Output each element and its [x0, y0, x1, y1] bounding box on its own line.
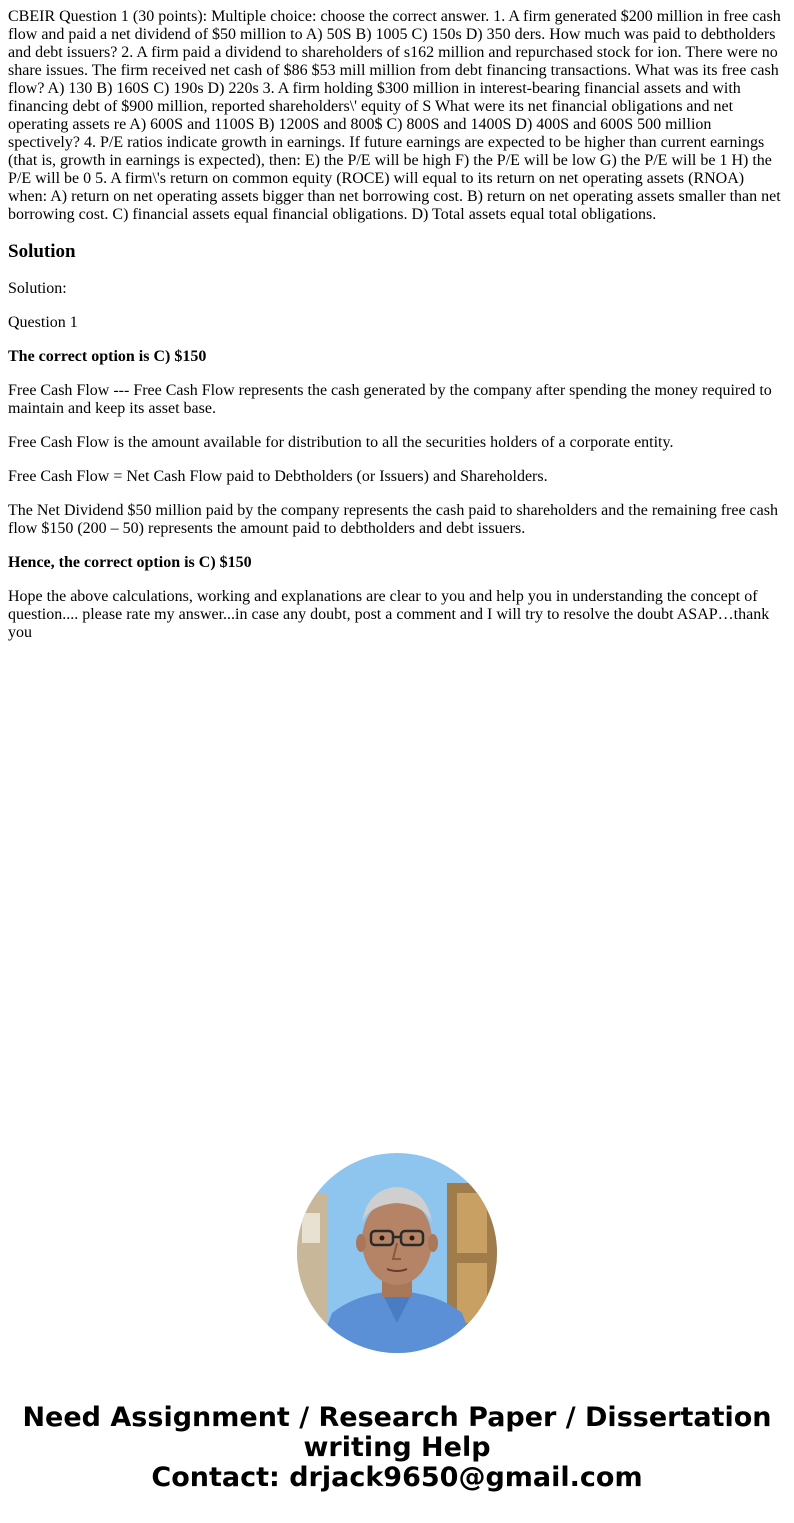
person-portrait-icon — [297, 1153, 497, 1353]
banner-line-1: Need Assignment / Research Paper / Dissertation — [22, 1402, 772, 1433]
question-label: Question 1 — [8, 314, 78, 331]
hence-correct-option: Hence, the correct option is C) $150 — [8, 554, 252, 571]
paragraph-fcf-definition: Free Cash Flow --- Free Cash Flow represents the cash generated by the company after spending the money required to maintain and keep its asset base. — [8, 382, 772, 417]
paragraph-fcf-available: Free Cash Flow is the amount available for distribution to all the securities holders of a corporate entity. — [8, 434, 674, 451]
closing-note: Hope the above calculations, working and explanations are clear to you and help you in understanding the concept of question.... please rate my answer...in case any doubt, post a comment and I will try to resolve the doubt ASAP…thank you — [8, 588, 770, 641]
question-text: CBEIR Question 1 (30 points): Multiple choice: choose the correct answer. 1. A firm generated $200 million in free cash flow and paid a net dividend of $50 million to A) 50S B) 1005 C) 150s D) 350 ders. How much was paid to debtholders and debt issuers? 2. A firm paid a dividend to shareholders of s162 million and repurchased stock for ion. There were no share issues. The firm received net cash of $86 $53 mill million from debt financing transactions. What was its free cash flow? A) 130 B) 160S C) 190s D) 220s 3. A firm holding $300 million in interest-bearing financial assets and with financing debt of $900 million, reported shareholders\' equity of S What were its net financial obligations and net operating assets re A) 600S and 1100S B) 1200S and 800$ C) 800S and 1400S D) 400S and 600S 500 million spectively? 4. P/E ratios indicate growth in earnings. If future earnings are expected to be higher than current earnings (that is, growth in earnings is expected), then: E) the P/E will be high F) the P/E will be low G) the P/E will be 1 H) the P/E will be 0 5. A firm\'s return on common equity (ROCE) will equal to its return on net operating assets (RNOA) when: A) return on net operating assets bigger than net borrowing cost. B) return on net operating assets smaller than net borrowing cost. C) financial assets equal financial obligations. D) Total assets equal total obligations. — [8, 8, 781, 223]
contact-banner — [0, 1403, 794, 1493]
banner-line-2: writing Help — [303, 1432, 491, 1463]
solution-heading: Solution — [8, 241, 76, 262]
main-content — [8, 8, 786, 658]
paragraph-fcf-formula: Free Cash Flow = Net Cash Flow paid to Debtholders (or Issuers) and Shareholders. — [8, 468, 548, 485]
paragraph-net-dividend: The Net Dividend $50 million paid by the company represents the cash paid to shareholders and the remaining free cash flow $150 (200 – 50) represents the amount paid to debtholders and debt issuers. — [8, 502, 778, 537]
avatar — [297, 1153, 497, 1353]
banner-contact-email: Contact: drjack9650@gmail.com — [151, 1462, 643, 1493]
solution-label: Solution: — [8, 280, 67, 297]
correct-option: The correct option is C) $150 — [8, 348, 207, 365]
